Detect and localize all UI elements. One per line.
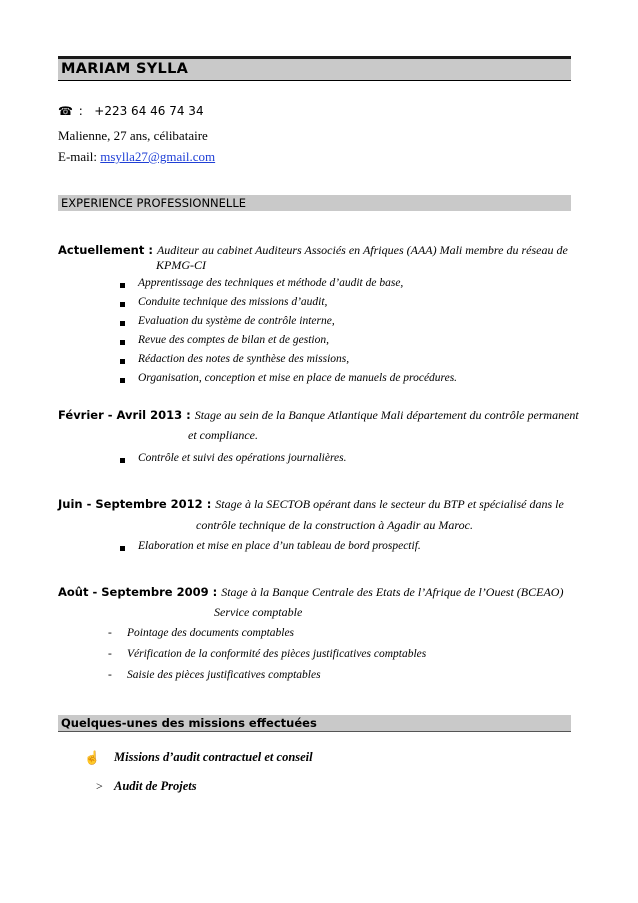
square-bullet-icon <box>120 340 125 345</box>
phone-line <box>58 104 204 118</box>
job-4-header <box>58 583 563 601</box>
job-2-header <box>58 406 579 424</box>
job-4-desc-continued: Service comptable <box>214 605 303 619</box>
hand-pointing-icon: ☝ <box>84 750 101 765</box>
cv-page: MARIAM SYLLA ☎ : +223 64 46 74 34 Malienne, 27 ans, célibataire E-mail: msylla27@gmail.com EXPERIENCE PROFESSIONNELLE Actuellement : Auditeur au cabinet Auditeurs Associés en Afriques (AAA) Mali membre du réseau de KPMG-CI Apprentissage des techniques et méthode d’audit de base, Conduite technique des missions d’audit, Evaluation du système de contrôle interne, Revue des comptes de bilan et de gestion, Rédaction des notes de synthèse des missions, Organisation, conception et mise en place de manuels de procédures. Février - Avril 2013 : Stage au sein de la Banque Atlantique Mali département du contrôle permanent et compliance. Contrôle et suivi des opérations journalières. Juin - Septembre 2012 : Stage à la SECTOB opérant dans le secteur du BTP et spécialisé dans le contrôle technique de la construction à Agadir au Maroc. Elaboration et mise en place d’un tableau de bord prospectif. Août - Septembre 2009 : Stage à la Banque Centrale des Etats de l’Afrique de l’Ouest (BCEAO) Service comptable - Pointage des documents comptables - Vérification de la conformité des pièces justificatives comptables - Saisie des pièces justificatives comptables Quelques-unes des missions effectuées ☝ Missions d’audit contractuel et conseil > Audit de Projets <box>0 0 638 903</box>
dash-bullet: - <box>108 648 112 660</box>
missions-section-title: Quelques-unes des missions effectuées <box>61 716 317 730</box>
job-3-period: Juin - Septembre 2012 <box>58 497 203 511</box>
telephone-icon: ☎ <box>58 104 73 118</box>
mission-category-label: Missions d’audit contractuel et conseil <box>114 750 313 764</box>
square-bullet-icon <box>120 302 125 307</box>
phone-separator: : <box>78 104 83 118</box>
job-4-period: Août - Septembre 2009 <box>58 585 209 599</box>
email-label: E-mail: <box>58 149 101 164</box>
missions-section-bar <box>58 715 571 731</box>
dash-bullet: - <box>108 627 112 639</box>
candidate-name: MARIAM SYLLA <box>61 61 189 77</box>
job-3-desc: Stage à la SECTOB opérant dans le secteur du BTP et spécialisé dans le <box>215 497 564 511</box>
job-2-desc-continued: et compliance. <box>188 428 258 442</box>
name-header-bar <box>58 56 571 81</box>
job-1-separator: : <box>144 243 157 257</box>
job-4-separator: : <box>208 585 222 599</box>
job-3-header <box>58 495 564 513</box>
job-3-separator: : <box>202 497 216 511</box>
job-1-desc-continued: KPMG-CI <box>156 258 206 272</box>
job-4-desc: Stage à la Banque Centrale des Etats de l’Afrique de l’Ouest (BCEAO) <box>221 585 564 599</box>
job-2-desc: Stage au sein de la Banque Atlantique Mali département du contrôle permanent <box>194 408 579 422</box>
square-bullet-icon <box>120 359 125 364</box>
job-3-desc-continued: contrôle technique de la construction à Agadir au Maroc. <box>196 518 473 532</box>
dash-bullet: - <box>108 669 112 681</box>
email-line <box>58 149 215 165</box>
name-underline <box>58 80 571 81</box>
square-bullet-icon <box>120 378 125 383</box>
mission-subitem-label: Audit de Projets <box>114 779 197 793</box>
job-2-period: Février - Avril 2013 <box>58 408 183 422</box>
square-bullet-icon <box>120 458 125 463</box>
email-link[interactable]: msylla27@gmail.com <box>100 149 216 164</box>
square-bullet-icon <box>120 283 125 288</box>
experience-section-title: EXPERIENCE PROFESSIONNELLE <box>61 196 246 210</box>
greater-than-arrow-icon: > <box>96 779 103 793</box>
personal-info: Malienne, 27 ans, célibataire <box>58 128 208 143</box>
experience-section-bar <box>58 195 571 211</box>
square-bullet-icon <box>120 546 125 551</box>
job-1-desc: Auditeur au cabinet Auditeurs Associés en Afriques (AAA) Mali membre du réseau de <box>156 243 568 257</box>
missions-section-rule <box>58 731 571 732</box>
job-1-period: Actuellement <box>58 243 145 257</box>
square-bullet-icon <box>120 321 125 326</box>
phone-number: +223 64 46 74 34 <box>94 104 204 118</box>
job-2-separator: : <box>182 408 195 422</box>
job-1-header <box>58 241 568 259</box>
